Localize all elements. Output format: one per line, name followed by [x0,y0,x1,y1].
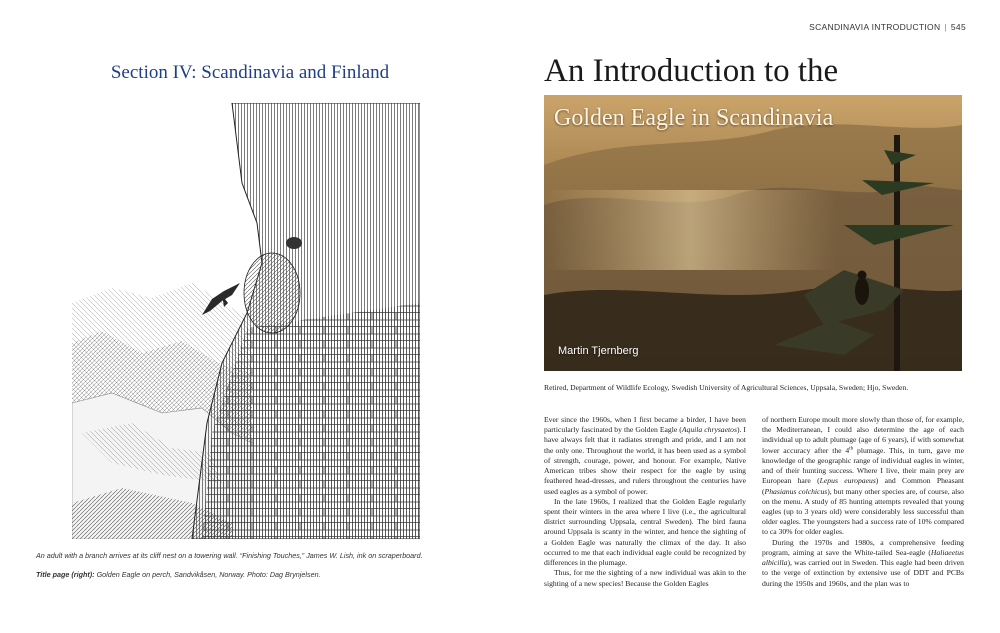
section-title: Section IV: Scandinavia and Finland [110,62,390,83]
right-page [500,0,1000,633]
page-number: 545 [950,22,966,32]
photo-author: Martin Tjernberg [558,345,639,357]
paragraph: During the 1970s and 1980s, a comprehensive feeding program, aiming at save the White-tailed Sea-eagle (Haliaeetus albicilla), was carried out in Sweden. This eagle had been driven to the verge of extinction by extensive use of DDT and PCBs during the 1950s and 1960s, and the plan was to [762,537,964,588]
paragraph: In the late 1960s, I realized that the Golden Eagle regularly spent their winters in the area where I live (i.e., the agricultural district surrounding Uppsala, central Sweden). The bird fauna around Uppsala is scanty in the winter, and hence the sighting of a Golden Eagle was naturally the climax of the day. It also occurred to me that each individual eagle could be recognized by differences in the plumage. [544,496,746,568]
running-head-separator: | [944,22,947,32]
running-head-title: SCANDINAVIA INTRODUCTION [809,22,941,32]
caption-label: Title page (right): [36,570,95,579]
text-column-2 [762,415,964,589]
title-page-caption [36,570,466,580]
author-affiliation: Retired, Department of Wildlife Ecology, Swedish University of Agricultural Sciences, Uppsala, Sweden; Hjo, Sweden. [544,383,909,392]
caption-text: Golden Eagle on perch, Sandvikåsen, Norway. Photo: Dag Brynjelsen. [94,570,321,579]
eagle-cliff-illustration [72,103,420,539]
illustration-caption: An adult with a branch arrives at its cliff nest on a towering wall. “Finishing Touches,” James W. Lish, ink on scraperboard. [36,551,423,560]
paragraph: Ever since the 1960s, when I first became a birder, I have been particularly fascinated by the Golden Eagle (Aquila chrysaetos). I have always felt that it radiates strength and pride, and I am not the only one. Throughout the world, it has been used as a symbol of strength, courage, power, and honour. For example, Native American tribes show their respect for the eagle by using feathered head-dresses, and rulers throughout the centuries have used eagles as a symbol of power. [544,415,746,496]
text-column-1 [544,415,746,589]
golden-eagle-photo [544,95,962,371]
article-title: An Introduction to the [544,53,839,89]
paragraph: Thus, for me the sighting of a new individual was akin to the sighting of a new species! Because the Golden Eagles [544,568,746,588]
paragraph: of northern Europe moult more slowly than those of, for example, the Mediterranean, I could also determine the age of each individual up to adult plumage (age of 6 years), if with somewhat lower accuracy after the 4th plumage. This, in turn, gave me knowledge of the geographic range of individual eagles in winter, and of their hunting success. Where I live, their main prey are European hare (Lepus europaeus) and Common Pheasant (Phasianus colchicus), but many other species are, of course, also on the menu. A study of 85 hunting attempts revealed that young eagles (up to 3 years old) were considerably less successful than older eagles. The youngsters had a success rate of 10% compared to ca 30% for older eagles. [762,415,964,537]
photo-title: Golden Eagle in Scandinavia [554,105,834,131]
